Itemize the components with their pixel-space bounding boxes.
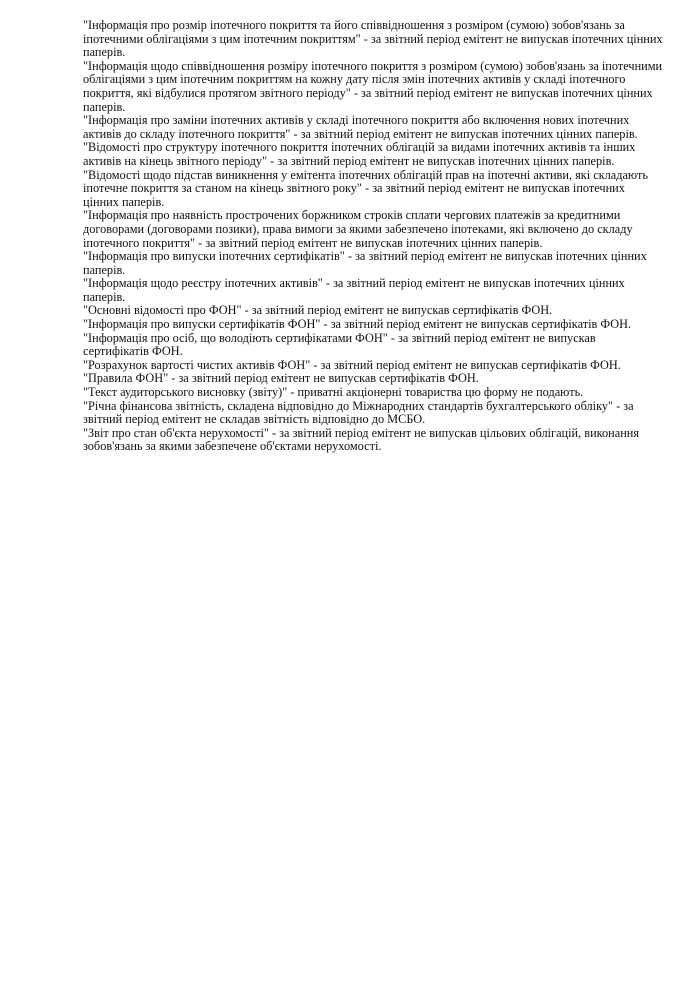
paragraph-overdue-payments: "Інформація про наявність прострочених боржником строків сплати чергових платежів за кредитними договорами (договорами позики), права вимоги за якими забезпечено іпотеками, які включено до складу іпотечного покриття" - за звітний період емітент не випускав іпотечних цінних паперів. bbox=[83, 208, 633, 250]
paragraph-coverage-ratio-by-date: "Інформація щодо співвідношення розміру іпотечного покриття з розміром (сумою) зобов'язань за іпотечними облігаціями з цим іпотечним покриттям на кожну дату після змін іпотечних активів у складі іпотечного покриття, які відбулися протягом звітного періоду" - за звітний період емітент не випускав іпотечних цінних паперів. bbox=[83, 58, 663, 114]
paragraph-mortgage-asset-registry: "Інформація щодо реєстру іпотечних активів" - за звітний період емітент не випускав іпотечних цінних паперів. bbox=[83, 276, 625, 304]
paragraph-audit-report: "Текст аудиторського висновку (звіту)" - приватні акціонерні товариства цю форму не подають. bbox=[83, 385, 584, 400]
paragraph-real-estate-report: "Звіт про стан об'єкта нерухомості" - за звітний період емітент не випускав цільових облігацій, виконання зобов'язань за якими забезпечене об'єктами нерухомості. bbox=[83, 425, 640, 454]
paragraph-coverage-structure: "Відомості про структуру іпотечного покриття іпотечних облігацій за видами іпотечних активів та інших активів на кінець звітного періоду" - за звітний період емітент не випускав іпотечних цінних паперів. bbox=[83, 140, 636, 168]
paragraph-fon-net-assets: "Розрахунок вартості чистих активів ФОН" - за звітний період емітент не випускав сертифікатів ФОН. bbox=[83, 357, 621, 372]
document-body bbox=[83, 19, 663, 454]
paragraph-mortgage-asset-replacement: "Інформація про заміни іпотечних активів у складі іпотечного покриття або включення нових іпотечних активів до складу іпотечного покриття" - за звітний період емітент не випускав іпотечних цінних паперів. bbox=[83, 113, 638, 141]
paragraph-mortgage-certificates: "Інформація про випуски іпотечних сертифікатів" - за звітний період емітент не випускав іпотечних цінних паперів. bbox=[83, 249, 647, 277]
paragraph-mortgage-coverage-size: "Інформація про розмір іпотечного покриття та його співвідношення з розміром (сумою) зобов'язань за іпотечними облігаціями з цим іпотечним покриттям" - за звітний період емітент не випускав іпотечних цінних паперів. bbox=[83, 18, 663, 60]
paragraph-fon-certificate-issues: "Інформація про випуски сертифікатів ФОН" - за звітний період емітент не випускав сертифікатів ФОН. bbox=[83, 317, 632, 332]
paragraph-fon-rules: "Правила ФОН" - за звітний період емітент не випускав сертифікатів ФОН. bbox=[83, 371, 479, 386]
paragraph-rights-grounds: "Відомості щодо підстав виникнення у емітента іпотечних облігацій прав на іпотечні активи, які складають іпотечне покриття за станом на кінець звітного року" - за звітний період емітент не випускав іпотечних цінних паперів. bbox=[83, 167, 648, 209]
paragraph-annual-ifrs-statements: "Річна фінансова звітність, складена відповідно до Міжнародних стандартів бухгалтерського обліку" - за звітний період емітент не складав звітність відповідно до МСБО. bbox=[83, 398, 634, 427]
paragraph-fon-certificate-holders: "Інформація про осіб, що володіють сертифікатами ФОН" - за звітний період емітент не випускав сертифікатів ФОН. bbox=[83, 330, 596, 359]
paragraph-fon-basic-info: "Основні відомості про ФОН" - за звітний період емітент не випускав сертифікатів ФОН. bbox=[83, 303, 553, 318]
